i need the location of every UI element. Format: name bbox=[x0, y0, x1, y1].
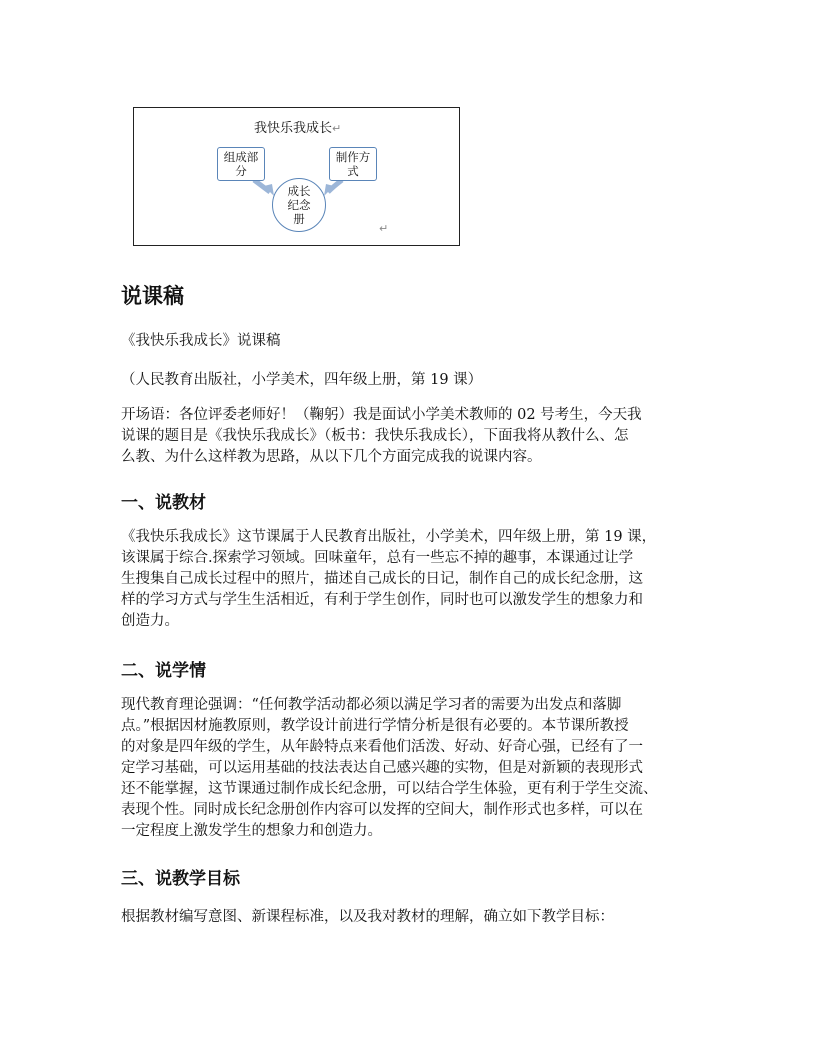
section-textbook-paragraph bbox=[121, 527, 701, 632]
text-line: 现代教育理论强调：“任何教学活动都必须以满足学习者的需要为出发点和落脚 bbox=[121, 697, 622, 713]
text-line: 一定程度上激发学生的想象力和创造力。 bbox=[121, 823, 382, 839]
section-objectives-paragraph bbox=[121, 907, 701, 928]
text-line: 点。”根据因材施教原则，教学设计前进行学情分析是很有必要的。本节课所教授 bbox=[121, 718, 629, 734]
growth-album-circle: 成长纪念册 bbox=[272, 178, 326, 232]
intro-paragraph bbox=[121, 405, 701, 468]
text-line: 的对象是四年级的学生，从年龄特点来看他们活泼、好动、好奇心强，已经有了一 bbox=[121, 739, 643, 755]
text-line: 定学习基础，可以运用基础的技法表达自己感兴趣的实物，但是对新颖的表现形式 bbox=[121, 760, 643, 776]
paragraph-mark: ↵ bbox=[379, 222, 389, 235]
page-heading: 说课稿 bbox=[121, 284, 184, 308]
source-line: （人民教育出版社，小学美术，四年级上册，第 19 课） bbox=[121, 372, 483, 388]
text-line: 该课属于综合.探索学习领域。回味童年，总有一些忘不掉的趣事，本课通过让学 bbox=[121, 550, 634, 566]
section-students-paragraph bbox=[121, 695, 701, 842]
diagram-figure bbox=[133, 107, 460, 246]
production-method-box: 制作方式 bbox=[329, 147, 377, 181]
text-line: 《我快乐我成长》这节课属于人民教育出版社，小学美术，四年级上册，第 19 课， bbox=[121, 529, 657, 545]
text-line: 还不能掌握，这节课通过制作成长纪念册，可以结合学生体验，更有利于学生交流、 bbox=[121, 781, 658, 797]
text-line: 开场语：各位评委老师好！（鞠躬）我是面试小学美术教师的 02 号考生，今天我 bbox=[121, 407, 642, 423]
component-parts-box: 组成部分 bbox=[217, 147, 265, 181]
subtitle: 《我快乐我成长》说课稿 bbox=[121, 333, 281, 349]
diagram-title: 我快乐我成长↵ bbox=[254, 121, 342, 136]
text-line: 根据教材编写意图、新课程标准，以及我对教材的理解，确立如下教学目标： bbox=[121, 909, 614, 925]
text-line: 生搜集自己成长过程中的照片，描述自己成长的日记，制作自己的成长纪念册，这 bbox=[121, 571, 643, 587]
text-line: 表现个性。同时成长纪念册创作内容可以发挥的空间大，制作形式也多样，可以在 bbox=[121, 802, 643, 818]
section-heading-students: 二、说学情 bbox=[121, 661, 206, 681]
text-line: 创造力。 bbox=[121, 613, 179, 629]
section-heading-textbook: 一、说教材 bbox=[121, 493, 206, 513]
text-line: 说课的题目是《我快乐我成长》（板书：我快乐我成长），下面我将从教什么、怎 bbox=[121, 428, 629, 444]
text-line: 么教、为什么这样教为思路，从以下几个方面完成我的说课内容。 bbox=[121, 449, 542, 465]
text-line: 样的学习方式与学生生活相近，有利于学生创作，同时也可以激发学生的想象力和 bbox=[121, 592, 643, 608]
section-heading-objectives: 三、说教学目标 bbox=[121, 869, 240, 889]
